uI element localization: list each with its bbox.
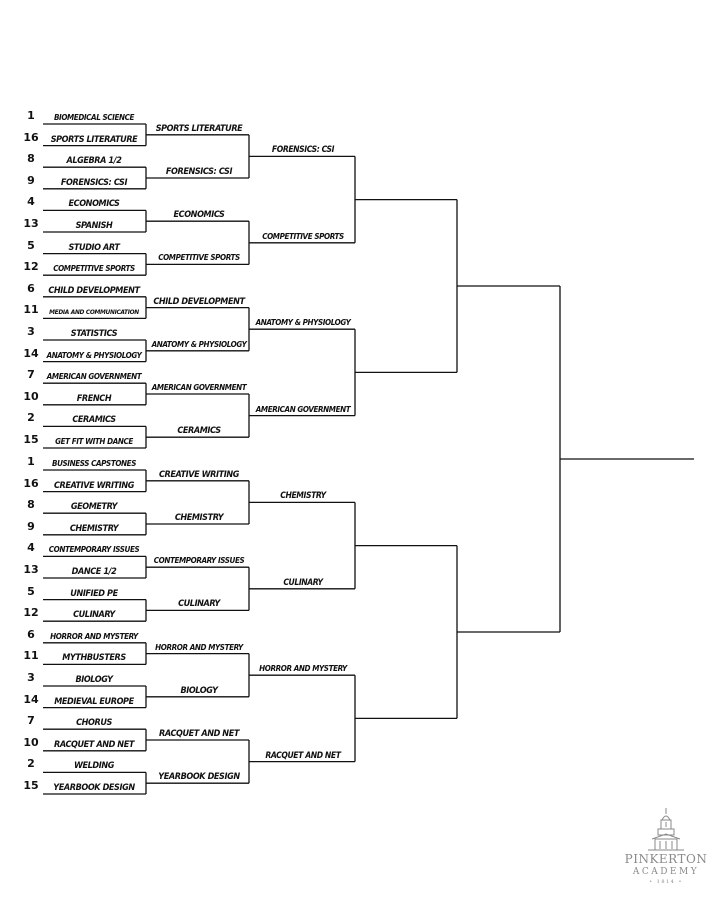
round2-team: FORENSICS: CSI [165, 167, 233, 177]
round1-team: ANATOMY & PHYSIOLOGY [46, 350, 142, 360]
seed-number: 13 [23, 217, 39, 230]
round1-team: RACQUET AND NET [54, 739, 134, 750]
round3-team: AMERICAN GOVERNMENT [255, 404, 351, 414]
seed-number: 4 [27, 541, 35, 555]
round2-team: CHILD DEVELOPMENT [153, 296, 245, 307]
round1-team: BIOMEDICAL SCIENCE [53, 113, 135, 122]
school-logo [624, 806, 708, 888]
round1-team: AMERICAN GOVERNMENT [46, 372, 142, 382]
round1-team: GEOMETRY [70, 502, 118, 513]
round2-team: CHEMISTRY [174, 513, 224, 523]
round1-team: CREATIVE WRITING [53, 480, 134, 491]
seed-number: 13 [23, 563, 39, 576]
seed-number: 4 [27, 195, 35, 209]
seed-number: 14 [23, 692, 39, 706]
round1-team: YEARBOOK DESIGN [53, 783, 135, 793]
round1-team: BUSINESS CAPSTONES [52, 459, 136, 468]
round3-team: COMPETITIVE SPORTS [262, 231, 344, 241]
round3-team: RACQUET AND NET [265, 750, 341, 761]
seed-number: 10 [23, 735, 39, 749]
round1-team: WELDING [74, 761, 114, 772]
round2-team: HORROR AND MYSTERY [155, 642, 243, 652]
round1-team: SPORTS LITERATURE [50, 134, 138, 145]
seed-number: 16 [23, 130, 39, 144]
seed-number: 6 [27, 627, 35, 641]
seed-number: 8 [27, 152, 35, 166]
seed-number: 15 [23, 433, 39, 446]
round1-team: SPANISH [75, 221, 113, 231]
seed-number: 9 [27, 519, 35, 533]
seed-number: 2 [27, 757, 35, 771]
round3-team: CULINARY [283, 577, 323, 588]
round1-team: MEDIA AND COMMUNICATION [49, 308, 139, 317]
logo-subtitle: ACADEMY [632, 867, 700, 877]
clock-tower-icon [624, 806, 708, 852]
seed-number: 16 [23, 476, 39, 490]
round3-team: FORENSICS: CSI [271, 145, 335, 156]
round1-team: DANCE 1/2 [71, 567, 117, 577]
round3-team: CHEMISTRY [280, 491, 326, 502]
seed-number: 1 [27, 109, 35, 122]
round2-team: CERAMICS [177, 426, 221, 437]
round1-team: BIOLOGY [75, 675, 113, 685]
round1-team: STATISTICS [70, 329, 118, 339]
round1-team: GET FIT WITH DANCE [55, 437, 133, 446]
seed-number: 3 [27, 325, 35, 338]
round1-team: MEDIEVAL EUROPE [54, 696, 134, 707]
logo-name: PINKERTON [624, 852, 708, 866]
seed-number: 8 [27, 498, 35, 512]
round2-team: SPORTS LITERATURE [155, 123, 243, 134]
round3-team: HORROR AND MYSTERY [259, 664, 347, 674]
round1-team: UNIFIED PE [70, 588, 118, 599]
round1-team: STUDIO ART [68, 242, 120, 253]
round1-team: CERAMICS [72, 415, 116, 426]
seed-number: 11 [23, 303, 39, 317]
round2-team: CREATIVE WRITING [158, 469, 239, 480]
round2-team: RACQUET AND NET [159, 729, 239, 739]
seed-number: 1 [27, 455, 35, 468]
seed-number: 5 [27, 584, 35, 598]
round2-team: AMERICAN GOVERNMENT [151, 383, 247, 392]
seed-number: 6 [27, 281, 35, 295]
round1-team: CHORUS [76, 718, 112, 729]
logo-year: • 1814 • [649, 879, 683, 885]
seed-number: 12 [23, 260, 39, 274]
round1-team: HORROR AND MYSTERY [50, 631, 138, 641]
seed-number: 7 [27, 368, 35, 382]
round2-team: ANATOMY & PHYSIOLOGY [151, 339, 247, 349]
round2-team: YEARBOOK DESIGN [158, 772, 240, 783]
seed-number: 12 [23, 606, 39, 620]
round1-team: CHEMISTRY [69, 523, 119, 534]
seed-number: 15 [23, 779, 39, 792]
round2-team: BIOLOGY [180, 685, 218, 696]
round2-team: ECONOMICS [173, 210, 225, 221]
round1-team: FORENSICS: CSI [60, 177, 128, 188]
round1-team: CHILD DEVELOPMENT [48, 285, 140, 296]
round3-team: ANATOMY & PHYSIOLOGY [255, 318, 351, 328]
round2-team: CONTEMPORARY ISSUES [153, 556, 245, 566]
round1-team: CONTEMPORARY ISSUES [48, 545, 140, 555]
seed-number: 7 [27, 714, 35, 728]
round1-team: FRENCH [76, 393, 112, 404]
round2-team: CULINARY [178, 599, 220, 610]
seed-number: 11 [23, 649, 39, 663]
round1-team: ECONOMICS [68, 199, 120, 210]
seed-number: 3 [27, 671, 35, 684]
round2-team: COMPETITIVE SPORTS [158, 253, 240, 263]
seed-number: 10 [23, 389, 39, 403]
round1-team: COMPETITIVE SPORTS [53, 264, 135, 274]
round1-team: ALGEBRA 1/2 [66, 156, 122, 167]
seed-number: 9 [27, 173, 35, 187]
round1-team: MYTHBUSTERS [62, 653, 126, 664]
seed-number: 14 [23, 346, 39, 360]
seed-number: 2 [27, 411, 35, 425]
seed-number: 5 [27, 238, 35, 252]
round1-team: CULINARY [73, 610, 115, 621]
